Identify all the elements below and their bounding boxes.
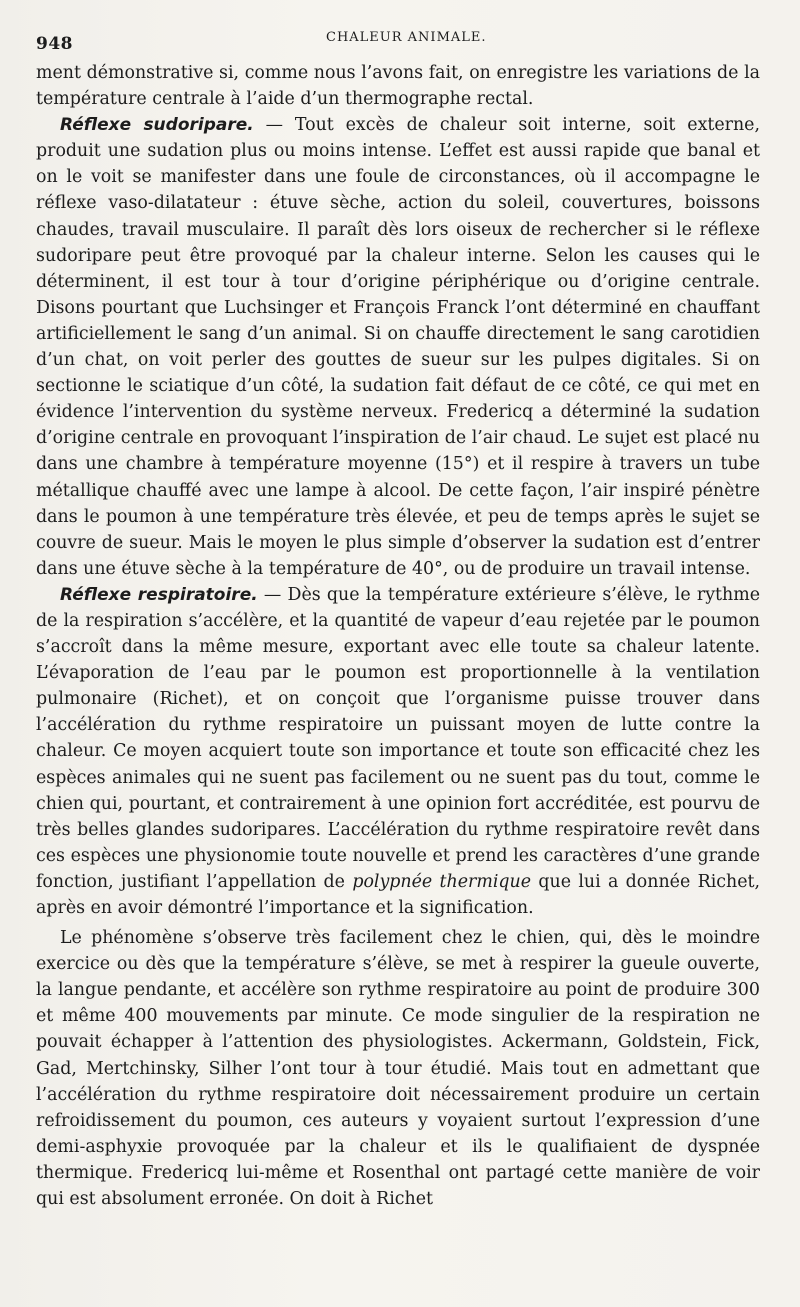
running-title: CHALEUR ANIMALE. xyxy=(326,30,487,45)
paragraph-text: — Tout excès de chaleur soit interne, soit externe, produit une sudation plus ou moins intense. L’effet est aussi rapide que banal et on le voit se manifester dans une foule de circonstances, où il accompagne le réflexe vaso-dilatateur : étuve sèche, action du soleil, couvertures, boissons chaudes, travail musculaire. Il paraît dès lors oiseux de rechercher si le réflexe sudoripare peut être provoqué par la chaleur interne. Selon les causes qui le déterminent, il est tour à tour d’origine périphérique ou d’origine centrale. Disons pourtant que Luchsinger et François Franck l’ont déterminé en chauffant artificiellement le sang d’un animal. Si on chauffe directement le sang carotidien d’un chat, on voit perler des gouttes de sueur sur les pulpes digitales. Si on sectionne le sciatique d’un côté, la sudation fait défaut de ce côté, ce qui met en évidence l’intervention du système nerveux. Fredericq a déterminé la sudation d’origine centrale en provoquant l’inspiration de l’air chaud. Le sujet est placé nu dans une chambre à température moyenne (15°) et il respire à travers un tube métallique chauffé avec une lampe à alcool. De cette façon, l’air inspiré pénètre dans le poumon à une température très élevée, et peu de temps après le sujet se couvre de sueur. Mais le moyen le plus simple d’observer la sudation est d’entrer dans une étuve sèche à la température de 40°, ou de produire un travail intense. xyxy=(36,115,760,579)
italic-term: polypnée thermique xyxy=(352,871,532,892)
page-header xyxy=(36,22,760,54)
body-text xyxy=(36,60,760,1212)
paragraph-text: que lui a donnée Richet, après en avoir démontré l’importance et la signification. xyxy=(36,871,761,918)
paragraph-continuation xyxy=(36,60,760,112)
section-heading-sudoriparous-reflex: Réflexe sudoripare. xyxy=(60,115,254,136)
page-number: 948 xyxy=(36,34,73,54)
paragraph-text: ment démonstrative si, comme nous l’avons fait, on enregistre les variations de la température centrale à l’aide d’un thermographe rectal. xyxy=(36,63,760,110)
paragraph-sudoriparous-reflex xyxy=(36,112,760,582)
paragraph-respiratory-reflex xyxy=(36,582,760,921)
section-heading-respiratory-reflex: Réflexe respiratoire. xyxy=(60,584,258,605)
paragraph-text: — Dès que la température extérieure s’élève, le rythme de la respiration s’accélère, et la quantité de vapeur d’eau rejetée par le poumon s’accroît dans la même mesure, exportant avec elle toute sa chaleur latente. L’évaporation de l’eau par le poumon est proportionnelle à la ventilation pulmonaire (Richet), et on conçoit que l’organisme puisse trouver dans l’accélération du rythme respiratoire un puissant moyen de lutte contre la chaleur. Ce moyen acquiert toute son importance et toute son efficacité chez les espèces animales qui ne suent pas facilement ou ne suent pas du tout, comme le chien qui, pourtant, et contrairement à une opinion fort accréditée, est pourvu de très belles glandes sudoripares. L’accélération du rythme respiratoire revêt dans ces espèces une physionomie toute nouvelle et prend les caractères d’une grande fonction, justifiant l’appellation de xyxy=(36,584,760,892)
paragraph-phenomenon xyxy=(36,925,760,1212)
paragraph-text: Le phénomène s’observe très facilement chez le chien, qui, dès le moindre exercice ou dès que la température s’élève, se met à respirer la gueule ouverte, la langue pendante, et accélère son rythme respiratoire au point de produire 300 et même 400 mouvements par minute. Ce mode singulier de la respiration ne pouvait échapper à l’attention des physiologistes. Ackermann, Goldstein, Fick, Gad, Mertchinsky, Silher l’ont tour à tour étudié. Mais tout en admettant que l’accélération du rythme respiratoire doit nécessairement produire un certain refroidissement du poumon, ces auteurs y voyaient surtout l’expression d’une demi-asphyxie provoquée par la chaleur et ils le qualifiaient de dyspnée thermique. Fredericq lui-même et Rosenthal ont partagé cette manière de voir qui est absolument erronée. On doit à Richet xyxy=(36,928,760,1210)
